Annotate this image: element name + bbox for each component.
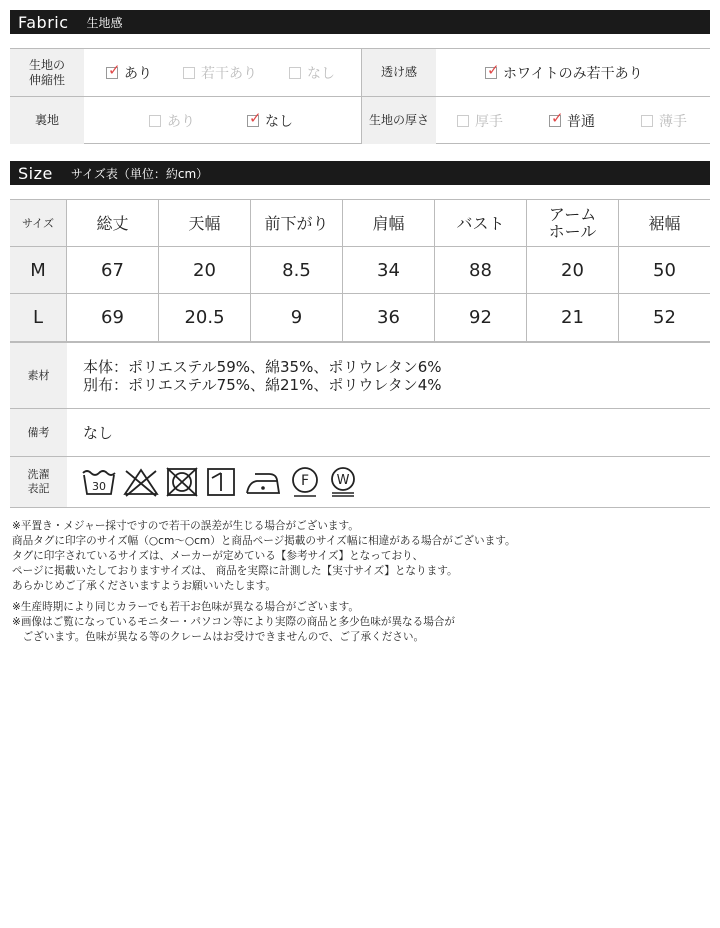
- column-header: 前下がり: [251, 200, 343, 246]
- table-cell: 88: [435, 247, 527, 293]
- option-label: 厚手: [475, 113, 503, 130]
- fabric-subtitle: 生地感: [86, 15, 123, 30]
- size-header-label: サイズ: [10, 200, 67, 246]
- stretch-option-slight: [183, 49, 257, 96]
- size-title: Size: [18, 163, 53, 183]
- fabric-row-2: [10, 97, 710, 145]
- material-label: 素材: [10, 343, 67, 408]
- note-line: ※画像はご覧になっているモニター・パソコン等により実際の商品と多少色味が異なる場合が: [12, 616, 456, 628]
- fabric-table: [10, 48, 710, 144]
- thickness-label-text: 生地の厚さ: [368, 113, 429, 127]
- checkbox-empty-icon: [289, 67, 301, 79]
- table-cell: 9: [251, 294, 343, 341]
- fabric-section-header: [10, 10, 710, 34]
- column-header: 裾幅: [648, 213, 681, 233]
- care-label: [10, 457, 67, 507]
- note-line: タグに印字されているサイズは、メーカーが定めている【参考サイズ】となっており、: [12, 550, 424, 562]
- note-line: ※生産時期により同じカラーでも若干お色味が異なる場合がございます。: [12, 601, 360, 613]
- column-header: 天幅: [159, 200, 251, 246]
- size-section-header: [10, 161, 710, 185]
- stretch-option-no: [289, 49, 335, 96]
- table-cell: 20: [159, 247, 251, 293]
- stretch-label-line2: 伸縮性: [28, 72, 65, 87]
- remarks-row: [10, 409, 710, 457]
- table-row: [10, 247, 710, 294]
- stretch-option-yes: [106, 49, 152, 96]
- checkbox-checked-icon: ✓: [108, 60, 121, 79]
- line-dry-icon: [205, 466, 237, 498]
- table-cell: 67: [67, 247, 159, 293]
- wet-clean-letter: W: [336, 473, 350, 488]
- table-cell: 21: [527, 294, 619, 341]
- option-label: あり: [124, 65, 152, 82]
- wet-clean-w-icon: [327, 466, 359, 498]
- size-label: M: [10, 247, 67, 293]
- armhole-line1: アーム: [548, 205, 597, 224]
- note-line: あらかじめご了承くださいますようお願いいたします。: [12, 580, 276, 592]
- material-row: [10, 342, 710, 409]
- option-label: あり: [167, 113, 195, 130]
- material-value: [67, 343, 710, 408]
- table-cell: 20: [527, 247, 619, 293]
- sheer-label-text: 透け感: [380, 65, 417, 79]
- table-cell: 52: [653, 307, 676, 328]
- checkbox-empty-icon: [149, 115, 161, 127]
- sheer-label: [362, 49, 436, 96]
- lining-label-text: 裏地: [34, 113, 59, 127]
- size-label: L: [10, 294, 67, 341]
- notes: [12, 519, 712, 645]
- option-label: 薄手: [659, 113, 687, 130]
- table-cell: 20.5: [159, 294, 251, 341]
- iron-low-icon: [243, 466, 283, 498]
- checkbox-checked-icon: ✓: [551, 108, 564, 127]
- checkbox-checked-icon: ✓: [487, 60, 500, 79]
- material-line2: 別布：ポリエステル75%、綿21%、ポリウレタン4%: [83, 375, 442, 394]
- table-cell: 50: [653, 259, 676, 281]
- wash-30-icon: [81, 466, 117, 498]
- note-line: 商品タグに印字のサイズ幅（○cm〜○cm）と商品ページ掲載のサイズ幅に相違がある場合がございます。: [12, 535, 516, 547]
- checkbox-checked-icon: ✓: [249, 108, 262, 127]
- table-cell: 8.5: [251, 247, 343, 293]
- note-line: ※平置き・メジャー採寸ですので若干の誤差が生じる場合がございます。: [12, 520, 359, 532]
- option-label: なし: [307, 65, 335, 82]
- remarks-value: なし: [83, 423, 114, 442]
- stretch-label-line1: 生地の: [28, 57, 65, 72]
- care-label-line1: 洗濯: [27, 468, 50, 481]
- option-label: 若干あり: [201, 65, 257, 82]
- fabric-title: Fabric: [18, 12, 69, 32]
- note-line: ございます。色味が異なる等のクレームはお受けできませんので、ご了承ください。: [12, 631, 425, 643]
- table-cell: 36: [343, 294, 435, 341]
- column-header: バスト: [435, 200, 527, 246]
- no-tumble-dry-icon: [165, 466, 199, 498]
- thickness-label: [362, 97, 436, 144]
- care-label-line2: 表記: [27, 482, 50, 495]
- note-line: ページに掲載いたしておりますサイズは、 商品を実際に計測した【実寸サイズ】となります。: [12, 565, 458, 577]
- column-header: 総丈: [67, 200, 159, 246]
- table-row: [10, 294, 710, 342]
- lining-label: [10, 97, 84, 144]
- option-label: なし: [265, 113, 293, 130]
- checkbox-empty-icon: [457, 115, 469, 127]
- option-label: 普通: [567, 113, 595, 130]
- thickness-option-normal: [549, 97, 595, 144]
- table-cell: 34: [343, 247, 435, 293]
- table-cell: 92: [435, 294, 527, 341]
- wash-temp-text: 30: [92, 480, 106, 493]
- column-header: 肩幅: [343, 200, 435, 246]
- checkbox-empty-icon: [641, 115, 653, 127]
- column-header-armhole: [527, 200, 619, 246]
- remarks-label: 備考: [10, 409, 67, 456]
- fabric-row-1: [10, 49, 710, 97]
- material-line1: 本体：ポリエステル59%、綿35%、ポリウレタン6%: [83, 357, 442, 376]
- care-row: [10, 457, 710, 508]
- no-bleach-icon: [123, 466, 159, 498]
- option-label: ホワイトのみ若干あり: [503, 65, 643, 82]
- size-table-header: [10, 200, 710, 247]
- table-cell: 69: [67, 294, 159, 341]
- lining-option-no: [247, 97, 293, 144]
- size-subtitle: サイズ表（単位：約cm）: [70, 166, 209, 181]
- armhole-line2: ホール: [548, 222, 597, 241]
- checkbox-empty-icon: [183, 67, 195, 79]
- lining-option-yes: [149, 97, 195, 144]
- size-table: [10, 199, 710, 328]
- dry-clean-letter: F: [300, 473, 310, 489]
- sheer-option: [485, 49, 643, 96]
- thickness-option-thin: [641, 97, 687, 144]
- thickness-option-thick: [457, 97, 503, 144]
- stretch-label: [10, 49, 84, 96]
- care-icons: [67, 457, 710, 507]
- dry-clean-f-icon: [289, 466, 321, 498]
